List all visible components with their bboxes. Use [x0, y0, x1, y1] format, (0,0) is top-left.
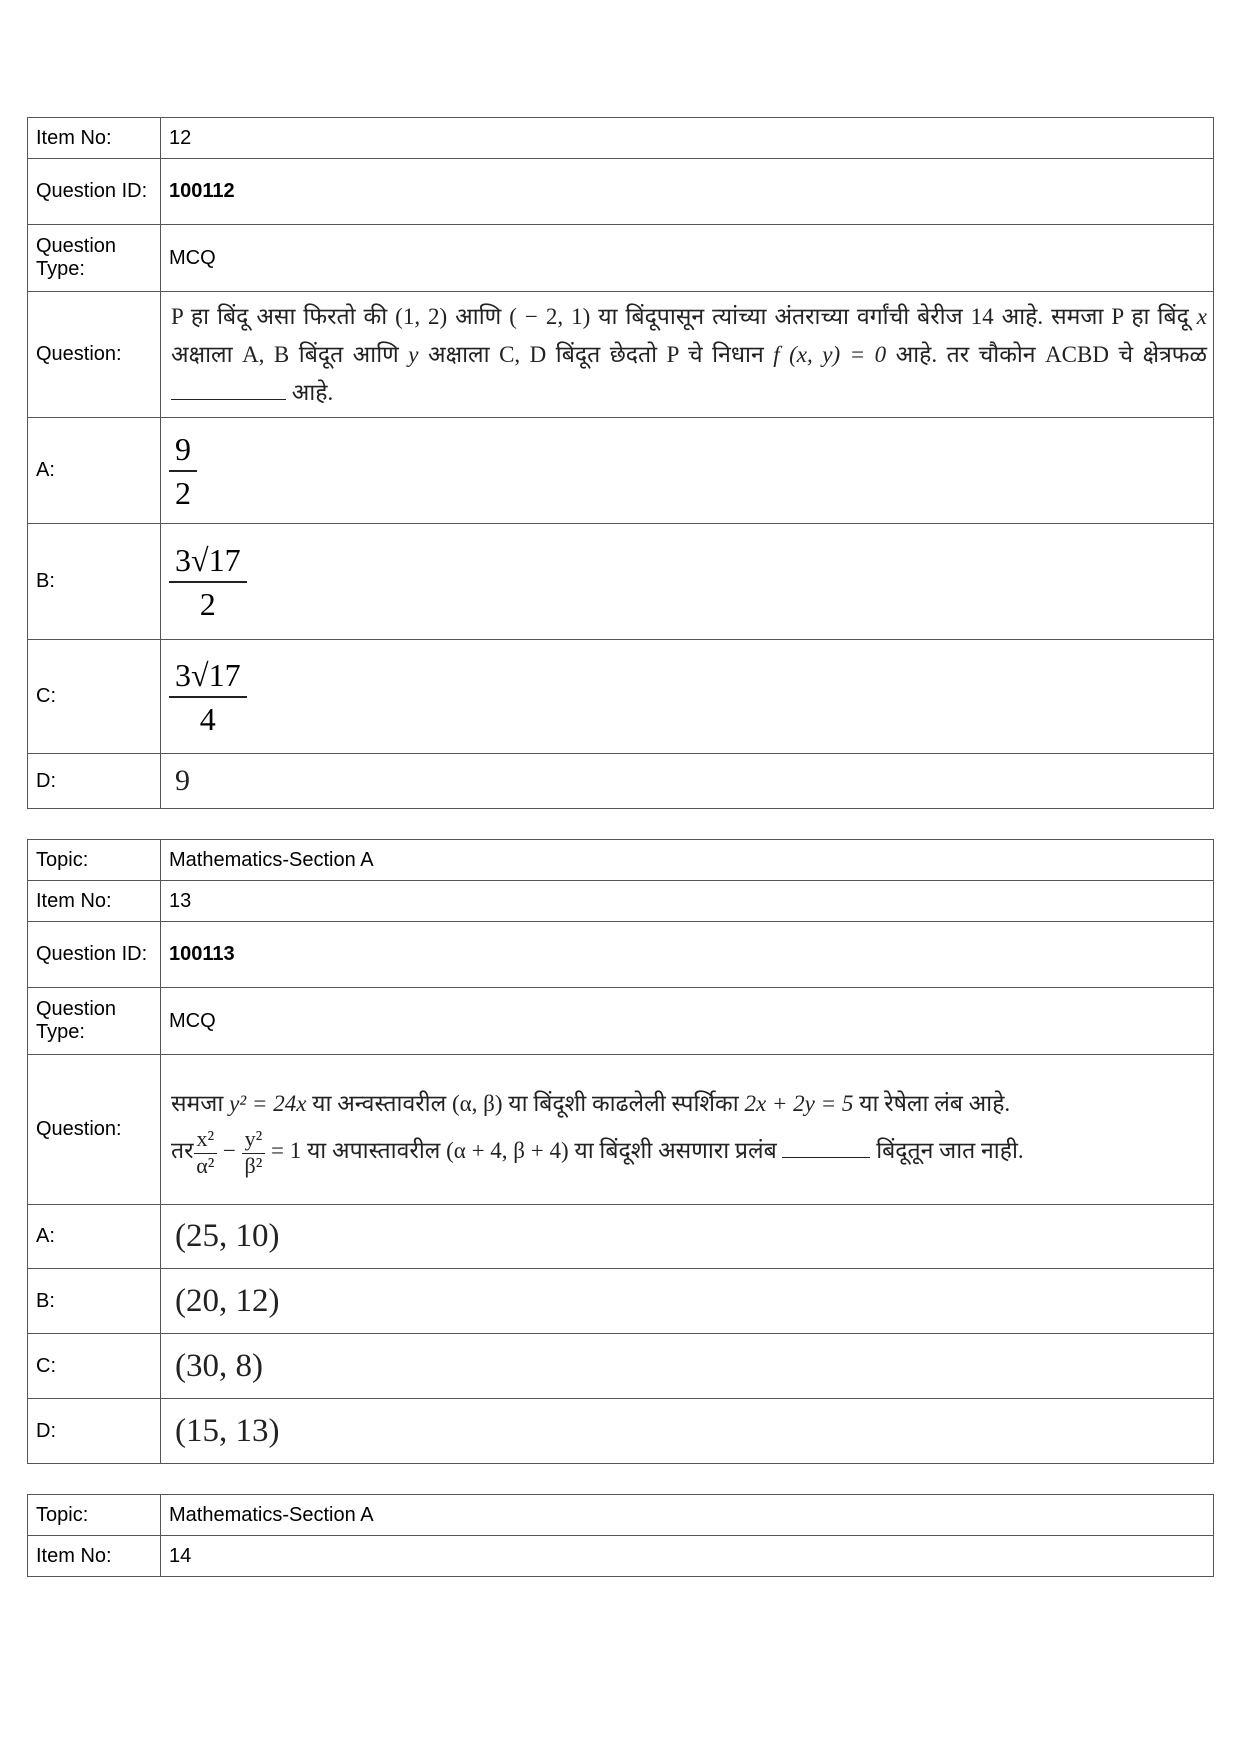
denominator: 4 [199, 700, 216, 737]
var-x: x [1196, 303, 1207, 329]
question-text-part: या अन्वस्तावरील (α, β) या बिंदूशी काढलेली स्पर्शिका [306, 1091, 745, 1116]
row-option-c [28, 640, 1214, 754]
question-id-value: 100112 [161, 159, 1214, 225]
numerator: x² [194, 1127, 218, 1154]
row-topic [28, 840, 1214, 881]
line-equation: 2x + 2y = 5 [744, 1091, 854, 1116]
question-type-label: Question Type: [28, 988, 161, 1055]
question-id-label: Question ID: [28, 922, 161, 988]
question-text-part: समजा [171, 1091, 230, 1116]
question-text [161, 1055, 1214, 1205]
fraction [169, 431, 197, 511]
option-b-value: (20, 12) [161, 1269, 1214, 1334]
question-id-label: Question ID: [28, 159, 161, 225]
item-no-label: Item No: [28, 118, 161, 159]
row-question-type [28, 225, 1214, 292]
question-type-label: Question Type: [28, 225, 161, 292]
option-b-label: B: [28, 524, 161, 640]
option-a-value: (25, 10) [161, 1205, 1214, 1269]
option-c-value [161, 640, 1214, 754]
equals-one: = 1 [265, 1137, 302, 1163]
answer-blank [782, 1137, 870, 1158]
fraction [194, 1127, 218, 1178]
question-type-value: MCQ [161, 988, 1214, 1055]
topic-label: Topic: [28, 840, 161, 881]
row-option-c [28, 1334, 1214, 1399]
row-option-b [28, 524, 1214, 640]
option-c-label: C: [28, 1334, 161, 1399]
numerator: y² [242, 1127, 266, 1154]
denominator: 2 [175, 474, 191, 511]
row-option-a [28, 1205, 1214, 1269]
fraction [169, 657, 247, 737]
question-label: Question: [28, 292, 161, 418]
option-c-value: (30, 8) [161, 1334, 1214, 1399]
row-option-b [28, 1269, 1214, 1334]
option-d-value: 9 [161, 754, 1214, 809]
locus-equation: f (x, y) = 0 [773, 341, 887, 367]
row-option-d [28, 1399, 1214, 1464]
question-text-part: या रेषेला लंब आहे. [853, 1091, 1011, 1116]
question-text-part: बिंदूतून जात नाही. [870, 1137, 1024, 1163]
answer-blank [171, 379, 286, 400]
topic-value: Mathematics-Section A [161, 1495, 1214, 1536]
option-a-label: A: [28, 418, 161, 524]
question-table-14 [27, 1494, 1214, 1577]
item-no-label: Item No: [28, 1536, 161, 1577]
item-no-value: 12 [161, 118, 1214, 159]
option-a-value [161, 418, 1214, 524]
question-text-part: या अपास्तावरील (α + 4, β + 4) या बिंदूशी असणारा प्रलंब [301, 1137, 783, 1163]
item-no-label: Item No: [28, 881, 161, 922]
question-text-part: अक्षाला C, D बिंदूत छेदतो P चे निधान [418, 341, 774, 367]
option-d-label: D: [28, 1399, 161, 1464]
question-text-part: तर [171, 1137, 194, 1163]
item-no-value: 14 [161, 1536, 1214, 1577]
row-question-id [28, 922, 1214, 988]
question-text-part: आहे. [286, 379, 334, 405]
denominator: 2 [199, 585, 216, 622]
option-b-label: B: [28, 1269, 161, 1334]
question-text [161, 292, 1214, 418]
row-question [28, 292, 1214, 418]
row-item-no [28, 881, 1214, 922]
fraction [169, 542, 247, 622]
question-text-part: P हा बिंदू असा फिरतो की (1, 2) आणि ( − 2, 1) या बिंदूपासून त्यांच्या अंतराच्या वर्गांची बेरीज 14 आहे. समजा P हा बिंदू [171, 303, 1197, 329]
fraction [242, 1127, 266, 1178]
question-table-13 [27, 839, 1214, 1464]
parabola-equation: y² = 24x [229, 1091, 307, 1116]
numerator: 9 [169, 431, 197, 472]
var-y: y [408, 341, 419, 367]
row-option-d [28, 754, 1214, 809]
row-question-type [28, 988, 1214, 1055]
row-item-no [28, 118, 1214, 159]
question-text-part: अक्षाला A, B बिंदूत आणि [171, 341, 409, 367]
denominator: β² [244, 1153, 263, 1178]
question-id-value: 100113 [161, 922, 1214, 988]
question-label: Question: [28, 1055, 161, 1205]
option-d-value: (15, 13) [161, 1399, 1214, 1464]
option-c-label: C: [28, 640, 161, 754]
option-a-label: A: [28, 1205, 161, 1269]
numerator: 3√17 [169, 542, 247, 583]
question-table-12 [27, 117, 1214, 809]
minus-sign: − [217, 1137, 242, 1163]
row-option-a [28, 418, 1214, 524]
numerator: 3√17 [169, 657, 247, 698]
denominator: α² [196, 1153, 215, 1178]
option-b-value [161, 524, 1214, 640]
row-question [28, 1055, 1214, 1205]
row-topic [28, 1495, 1214, 1536]
row-item-no [28, 1536, 1214, 1577]
topic-label: Topic: [28, 1495, 161, 1536]
row-question-id [28, 159, 1214, 225]
question-text-part: आहे. तर चौकोन ACBD चे क्षेत्रफळ [886, 341, 1207, 367]
item-no-value: 13 [161, 881, 1214, 922]
option-d-label: D: [28, 754, 161, 809]
topic-value: Mathematics-Section A [161, 840, 1214, 881]
question-type-value: MCQ [161, 225, 1214, 292]
